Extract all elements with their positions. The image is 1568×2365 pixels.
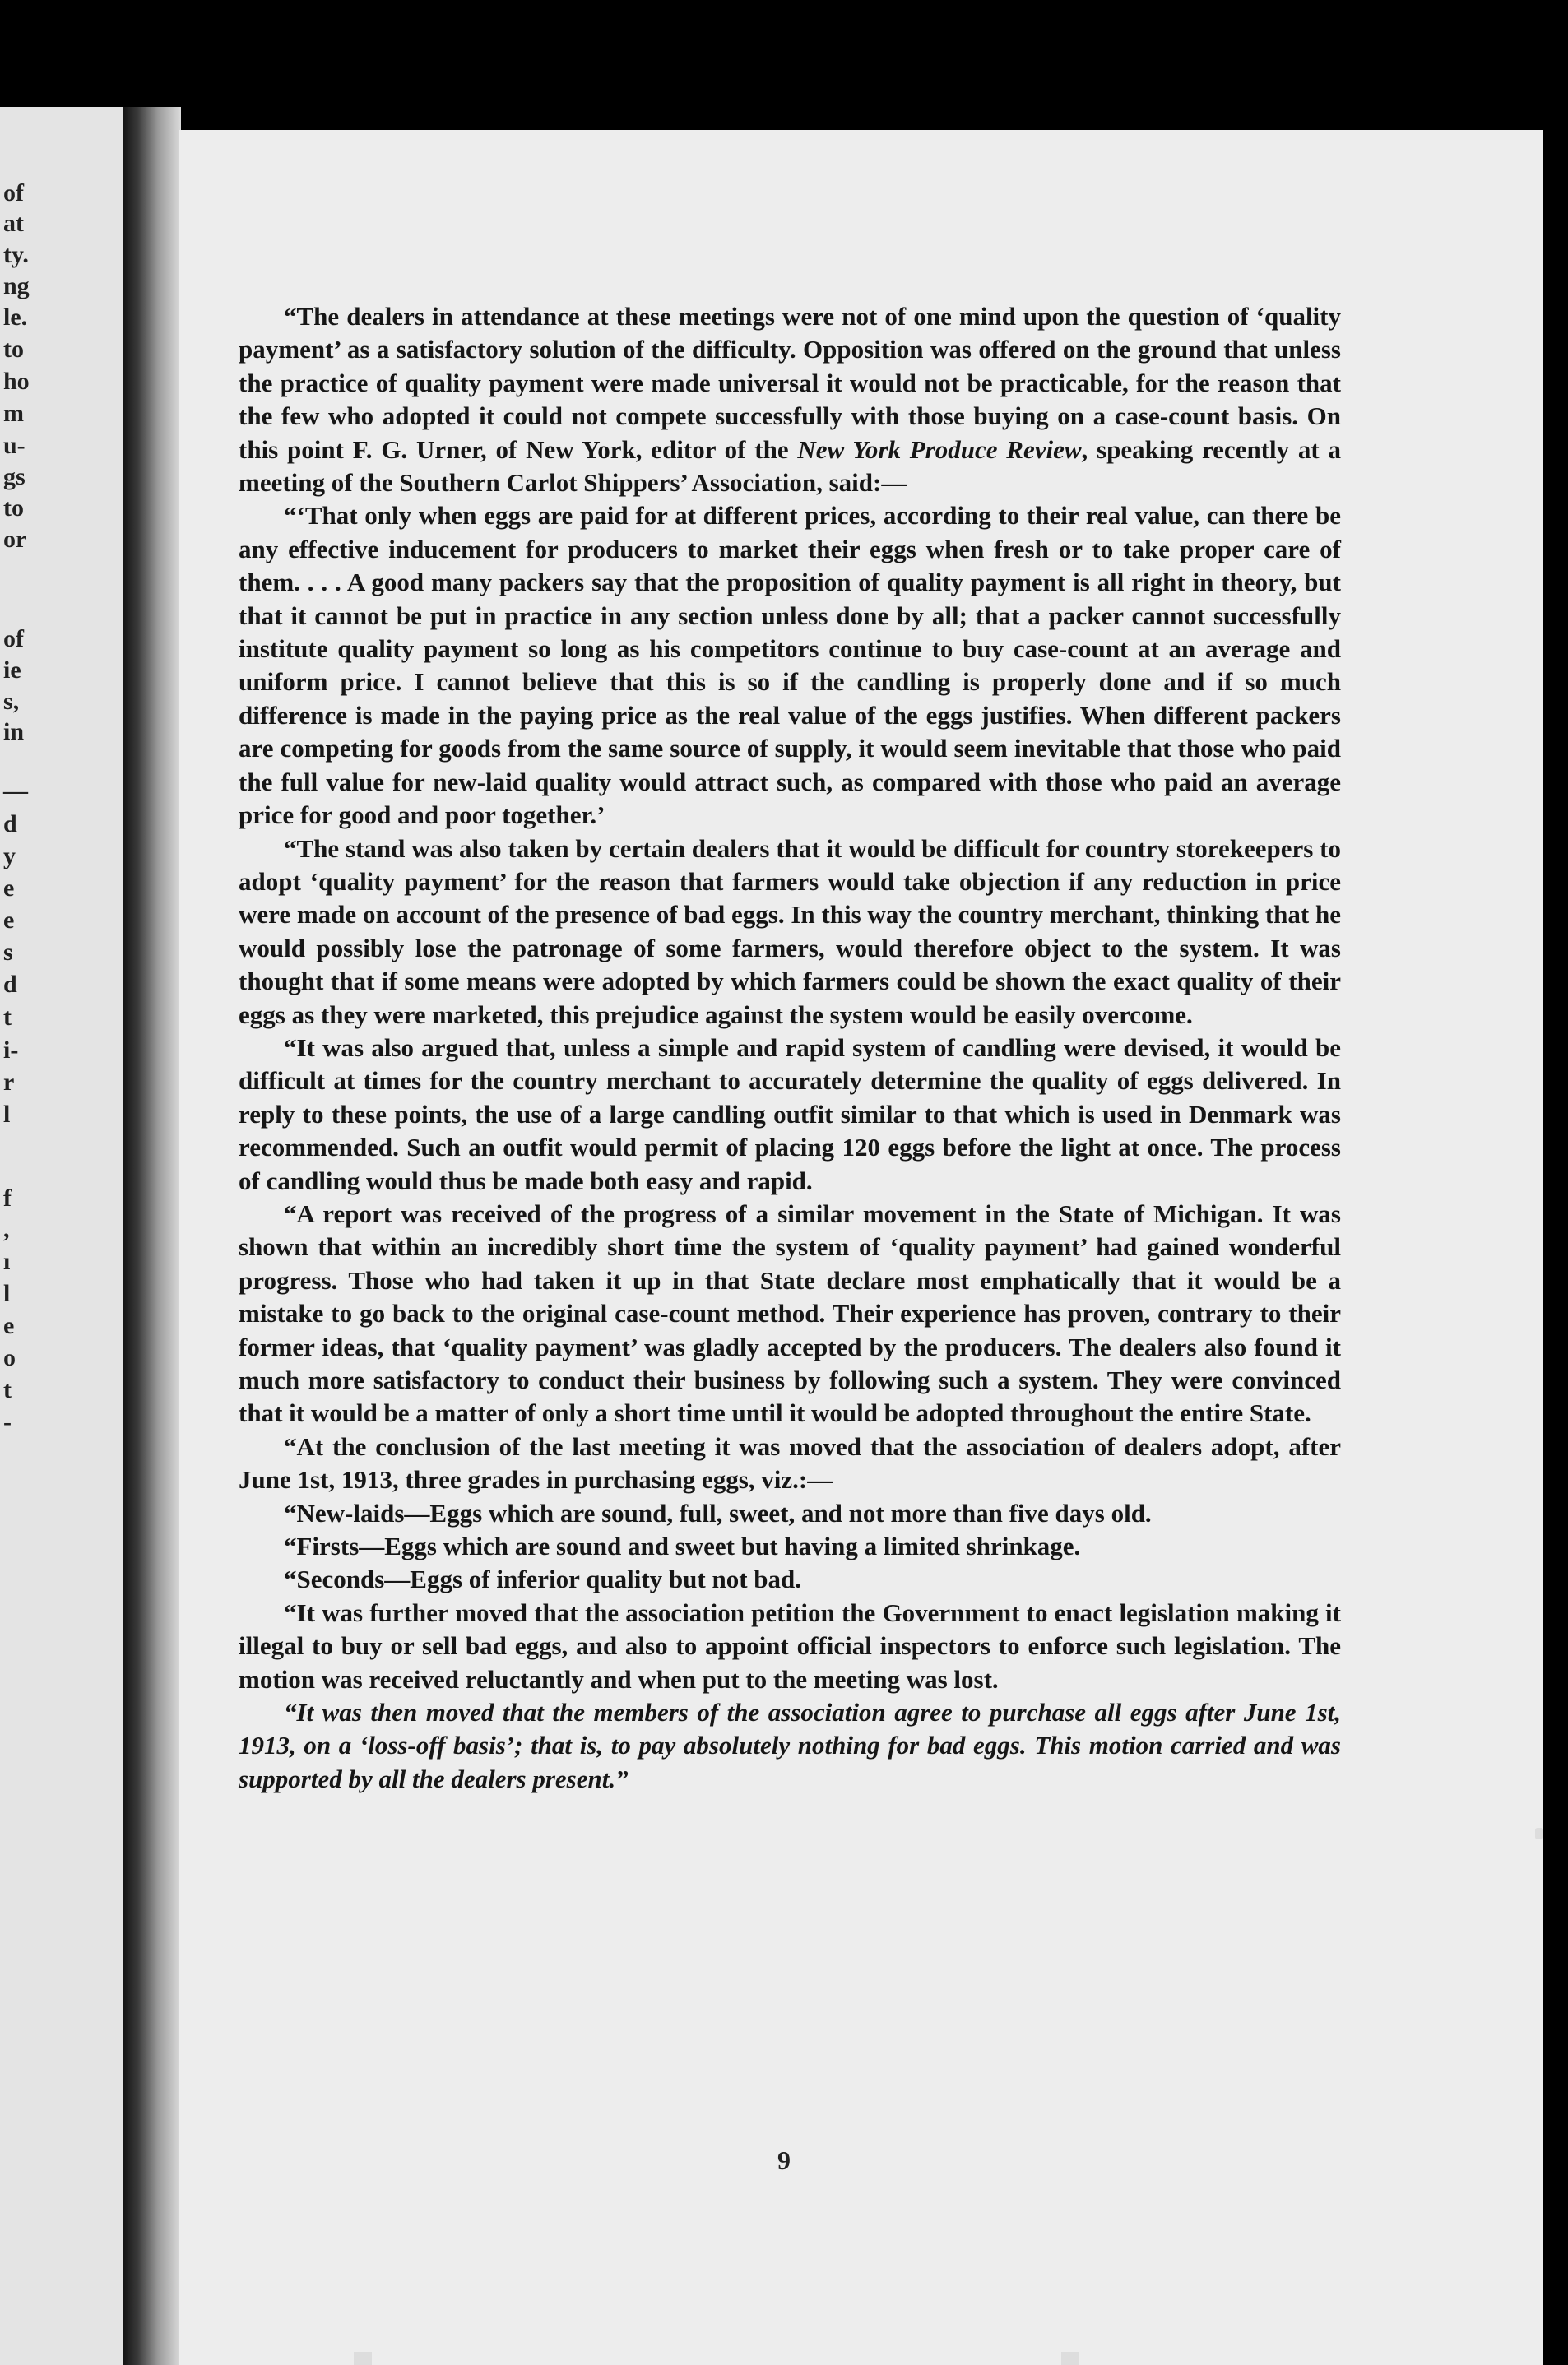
paragraph (239, 1530, 1341, 1563)
previous-page-fragment: t (3, 1376, 12, 1403)
previous-page-fragment: of (3, 625, 24, 652)
paragraph (239, 1198, 1341, 1431)
text-segment: “New-laids—Eggs which are sound, full, sweet, and not more than five days old. (284, 1498, 1152, 1528)
previous-page-fragment: , (3, 1216, 10, 1243)
previous-page-edge (0, 107, 123, 2365)
previous-page-fragment: l (3, 1101, 11, 1128)
previous-page-fragment: o (3, 1344, 16, 1371)
previous-page-fragment: - (3, 1408, 12, 1435)
previous-page-fragment: s, (3, 688, 20, 715)
text-segment: “The dealers in attendance at these meetings were not of one mind upon the question of ‘quality payment’ as a satisfactory solution of the difficulty. Opposition was offered on the ground that unless the practice of quality payment were made universal it would not be practicable, for the reason that the few who adopted it could not compete successfully with those buying on a case-count basis. On this point F. G. Urner, of New York, editor of the (239, 302, 1341, 464)
previous-page-fragment: le. (3, 304, 28, 331)
previous-page-fragment: m (3, 400, 24, 427)
page-number: 9 (777, 2145, 791, 2175)
previous-page-fragment: ho (3, 368, 30, 395)
book-gutter (123, 107, 181, 2365)
previous-page-fragment: s (3, 939, 13, 966)
previous-page-fragment: at (3, 210, 24, 237)
previous-page-fragment: e (3, 874, 15, 902)
text-segment: , speaking recently at a meeting of the Southern Carlot Shippers’ Association, said:— (239, 434, 1341, 498)
paragraph (239, 1431, 1341, 1497)
body-text (239, 300, 1341, 1796)
text-segment: “A report was received of the progress of a similar movement in the State of Michigan. It was shown that within an incredibly short time the system of ‘quality payment’ had gained wonderful progress. Those who had taken it up in that State declare most emphatically that it would be a mistake to go back to the original case-count method. Their experience has proven, contrary to their former ideas, that ‘quality payment’ was gladly accepted by the producers. The dealers also found it much more satisfactory to conduct their business by following such a system. They were convinced that it would be a matter of only a short time until it would be adopted throughout the entire State. (239, 1199, 1341, 1428)
paragraph (239, 1032, 1341, 1198)
scan-artifacts (0, 2343, 1568, 2365)
previous-page-fragment: e (3, 907, 15, 934)
previous-page-fragment: u- (3, 432, 26, 459)
text-segment: “It was further moved that the association petition the Government to enact legislation making it illegal to buy or sell bad eggs, and also to appoint official inspectors to enforce such legislation. The motion was received reluctantly and when put to the meeting was lost. (239, 1598, 1341, 1694)
italic-text: “It was then moved that the members of the association agree to purchase all eggs after June 1st, 1913, on a ‘loss-off basis’; that is, to pay absolutely nothing for bad eggs. This motion carried and was supported by all the dealers present.” (239, 1698, 1341, 1793)
previous-page-fragment: ı (3, 1248, 11, 1275)
text-segment: “Firsts—Eggs which are sound and sweet but having a limited shrinkage. (284, 1532, 1081, 1561)
previous-page-fragment: in (3, 718, 25, 745)
italic-text: New York Produce Review (797, 434, 1082, 464)
previous-page-fragment: l (3, 1280, 11, 1307)
edge-blemish (1535, 1828, 1543, 1839)
paragraph (239, 499, 1341, 832)
text-segment: “‘That only when eggs are paid for at different prices, according to their real value, can there be any effective inducement for producers to market their eggs when fresh or to take proper care of them. . . . A good many packers say that the proposition of quality payment is all right in theory, but that it cannot be put in practice in any section unless done by all; that a packer cannot successfully institute quality payment so long as his competitors continue to buy case-count at an average and uniform price. I cannot believe that this is so if the candling is properly done and if so much difference is made in the paying price as the real value of the eggs justifies. When different packers are competing for goods from the same source of supply, it would seem inevitable that those who paid the full value for new-laid quality would attract such, as compared with those who paid an average price for good and poor together.’ (239, 501, 1341, 830)
previous-page-fragment: ng (3, 272, 30, 299)
previous-page-fragment: t (3, 1004, 12, 1031)
text-segment: “At the conclusion of the last meeting it was moved that the association of dealers adopt, after June 1st, 1913, three grades in purchasing eggs, viz.:— (239, 1431, 1341, 1495)
previous-page-fragment: ty. (3, 241, 29, 268)
previous-page-fragment: of (3, 179, 24, 206)
previous-page-fragment: to (3, 494, 24, 522)
previous-page-fragment: — (3, 777, 28, 805)
previous-page-fragment: r (3, 1069, 15, 1096)
previous-page-fragment: f (3, 1185, 12, 1212)
paragraph (239, 1563, 1341, 1596)
text-segment: “It was also argued that, unless a simple and rapid system of candling were devised, it would be difficult at times for the country merchant to accurately determine the quality of eggs delivered. In reply to these points, the use of a large candling outfit similar to that which is used in Denmark was recommended. Such an outfit would permit of placing 120 eggs before the light at once. The process of candling would thus be made both easy and rapid. (239, 1032, 1341, 1195)
previous-page-fragment: ie (3, 656, 21, 684)
previous-page-fragment: y (3, 842, 16, 869)
previous-page-fragment: gs (3, 463, 26, 490)
previous-page-fragment: d (3, 810, 17, 837)
paragraph (239, 1497, 1341, 1530)
previous-page-fragment: or (3, 526, 27, 553)
paragraph (239, 1597, 1341, 1696)
paragraph (239, 300, 1341, 499)
paragraph (239, 1696, 1341, 1796)
text-segment: “Seconds—Eggs of inferior quality but not bad. (284, 1565, 802, 1594)
previous-page-fragment: e (3, 1312, 15, 1339)
previous-page-fragment: d (3, 971, 17, 998)
paragraph (239, 832, 1341, 1032)
previous-page-fragment: i- (3, 1036, 19, 1064)
text-segment: “The stand was also taken by certain dealers that it would be difficult for country storekeepers to adopt ‘quality payment’ for the reason that farmers would take objection if any reduction in price were made on account of the presence of bad eggs. In this way the country merchant, thinking that he would possibly lose the patronage of some farmers, would therefore object to the system. It was thought that if some means were adopted by which farmers could be shown the exact quality of their eggs as they were marketed, this prejudice against the system would be easily overcome. (239, 833, 1341, 1029)
previous-page-fragment: to (3, 336, 24, 363)
